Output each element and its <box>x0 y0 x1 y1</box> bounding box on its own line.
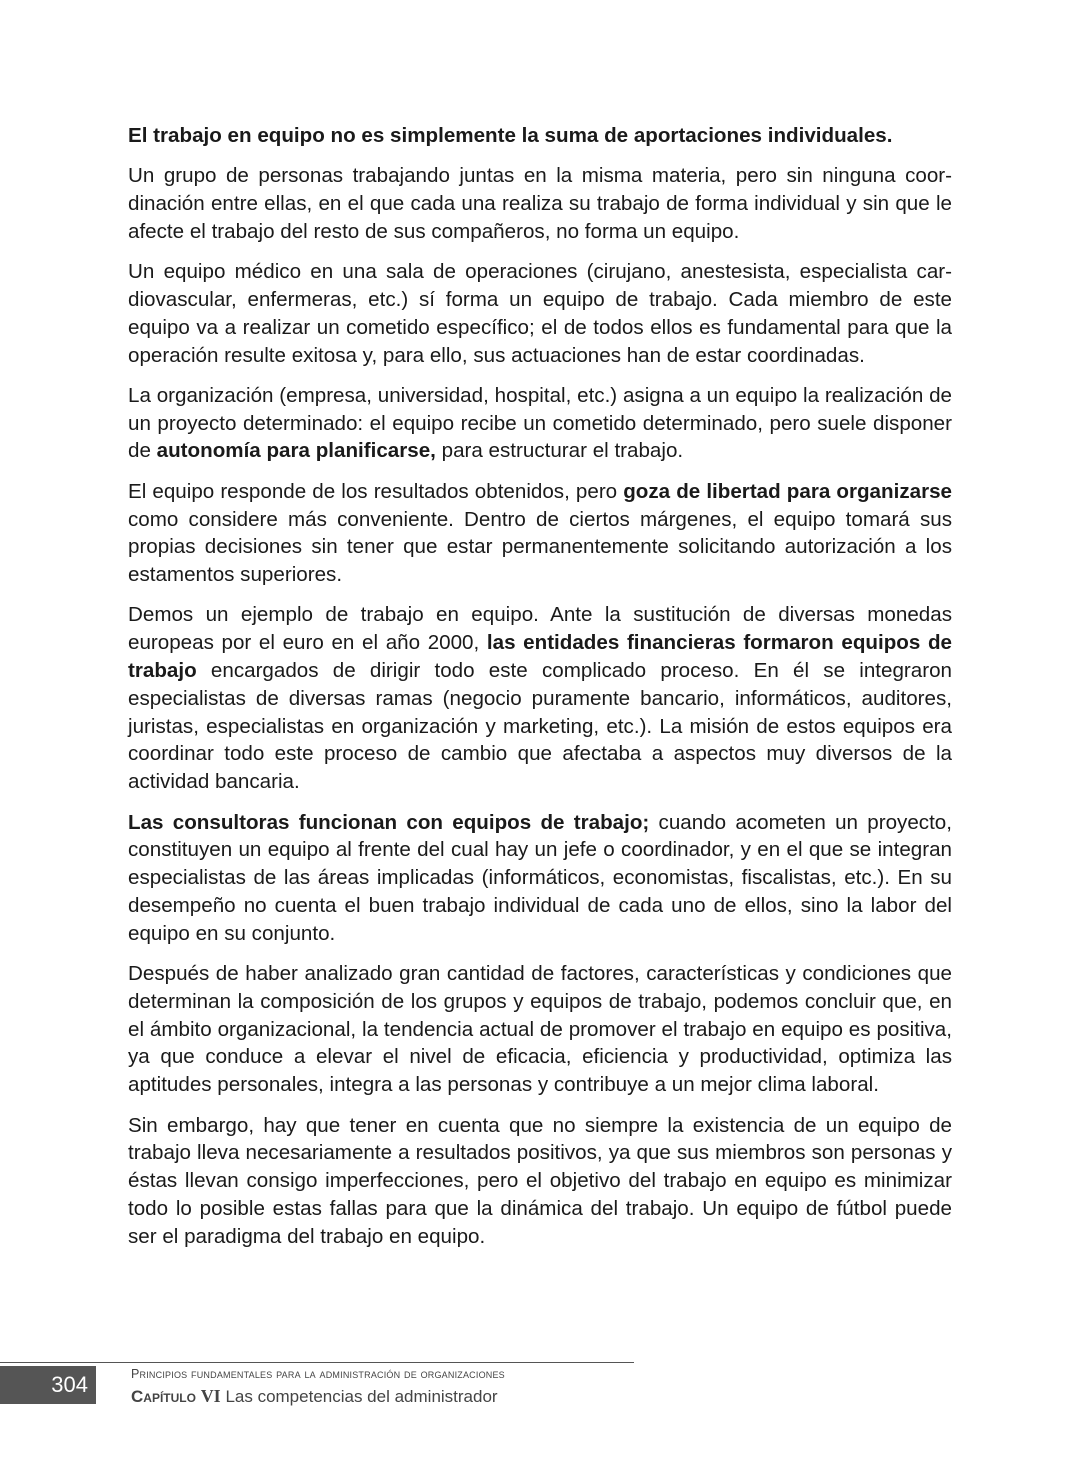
bold-text: Las consultoras funcionan con equipos de trabajo; <box>128 810 650 834</box>
text-run: para estructurar el trabajo. <box>435 439 684 463</box>
paragraph <box>128 478 952 589</box>
text-run: como considere más conveniente. Dentro de ciertos márgenes, el equipo tomará sus propias decisiones sin tener que estar permanentemente solicitando autorización a los estamentos superiores. <box>128 507 952 587</box>
body-text <box>128 122 952 1263</box>
paragraph <box>128 1112 952 1251</box>
text-run: Sin embargo, hay que tener en cuenta que no siempre la existencia de un equipo de trabajo lleva necesariamente a resultados positivos, ya que sus miembros son personas y éstas llevan consigo imperfecciones, pero el objetivo del trabajo en equipo es minimizar todo lo posible estas fallas para que la dinámica del trabajo. Un equipo de fútbol puede ser el paradigma del trabajo en equipo. <box>128 1113 952 1248</box>
paragraph <box>128 601 952 796</box>
footer-divider <box>0 1362 634 1363</box>
text-run: cuando acometen un proyecto, constituyen un equipo al frente del cual hay un jefe o coordinador, y en el que se integran especialistas de las áreas implicadas (informáticos, economistas, fiscalistas, etc.). En su desempeño no cuenta el buen trabajo individual de cada uno de ellos, sino la labor del equipo en su conjunto. <box>128 810 952 945</box>
chapter-title: Las competencias del administrador <box>225 1387 498 1406</box>
bold-text: goza de libertad para organizarse <box>623 479 952 503</box>
lead-statement <box>128 122 952 150</box>
running-header-book-title: Principios fundamentales para la administración de organizaciones <box>131 1367 505 1381</box>
text-run: encargados de dirigir todo este complicado proceso. En él se integraron especialistas de diversas ramas (negocio puramente bancario, informáticos, auditores, juristas, especialistas en organización y marketing, etc.). La misión de estos equipos era coordinar todo este proceso de cambio que afectaba a aspectos muy diversos de la actividad bancaria. <box>128 659 952 794</box>
paragraph <box>128 162 952 245</box>
chapter-label: Capítulo <box>131 1387 196 1406</box>
bold-text: las entidades financieras formaron equipos de trabajo <box>128 631 952 683</box>
paragraph <box>128 382 952 465</box>
bold-text: El trabajo en equipo no es simplemente la suma de aportaciones individuales. <box>128 124 893 147</box>
text-run: Un grupo de personas trabajando juntas en la misma materia, pero sin ninguna coordinación entre ellas, en el que cada una realiza su trabajo de forma individual y sin que le afecte el trabajo del resto de sus compañeros, no forma un equipo. <box>128 164 952 243</box>
page-number: 304 <box>0 1366 96 1404</box>
paragraph <box>128 960 952 1099</box>
text-run: Después de haber analizado gran cantidad de factores, características y condiciones que determinan la composición de los grupos y equipos de trabajo, podemos concluir que, en el ámbito organizacional, la tendencia actual de promover el trabajo en equipo es positiva, ya que conduce a elevar el nivel de eficacia, eficiencia y productividad, optimiza las aptitudes personales, integra a las personas y contribuye a un mejor clima laboral. <box>128 962 952 1097</box>
text-run: El equipo responde de los resultados obtenidos, pero <box>128 479 624 503</box>
paragraph <box>128 809 952 948</box>
chapter-number: VI <box>200 1386 221 1406</box>
bold-text: autonomía para planificarse, <box>156 439 436 463</box>
text-run: Demos un ejemplo de trabajo en equipo. Ante la sustitución de diversas monedas europeas por el euro en el año 2000, <box>128 603 952 655</box>
chapter-line <box>131 1386 498 1407</box>
paragraph <box>128 258 952 369</box>
text-run: Un equipo médico en una sala de operaciones (cirujano, anestesista, especialista cardiovascular, enfermeras, etc.) sí forma un equipo de trabajo. Cada miembro de este equipo va a realizar un cometido específico; el de todos ellos es fundamental para que la operación resulte exitosa y, para ello, sus actuaciones han de estar coordinadas. <box>128 260 952 367</box>
text-run: La organización (empresa, universidad, hospital, etc.) asigna a un equipo la realización de un proyecto determinado: el equipo recibe un cometido determinado, pero suele disponer de <box>128 383 952 463</box>
